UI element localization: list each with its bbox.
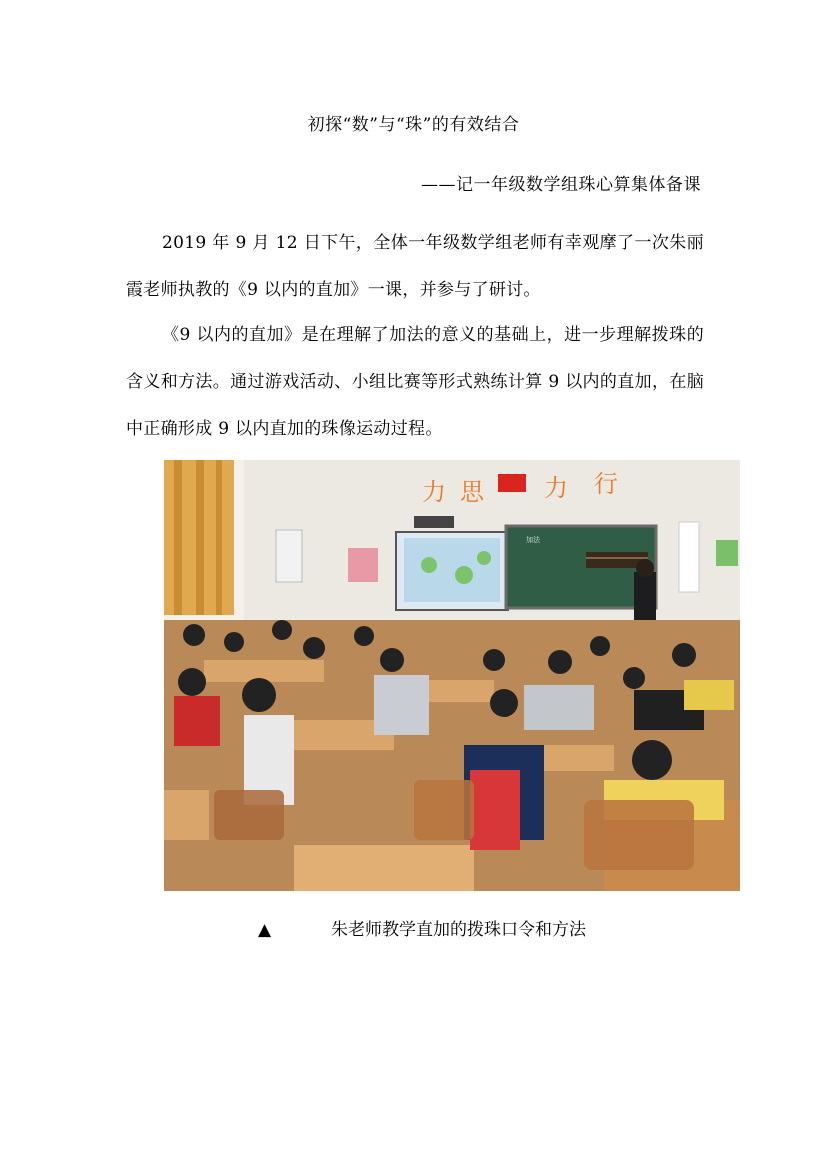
- flag-icon: [498, 474, 526, 492]
- wall-slogan-char: 力: [422, 478, 446, 506]
- document-title: 初探“数”与“珠”的有效结合: [307, 115, 520, 135]
- photo-caption: [258, 915, 586, 940]
- blackboard-heading: 加法: [526, 536, 540, 544]
- wall-slogan-char: 行: [594, 470, 618, 498]
- wall-slogan-char: 力: [544, 474, 568, 502]
- paragraph-1: 2019 年 9 月 12 日下午，全体一年级数学组老师有幸观摩了一次朱丽霞老师执教的《9 以内的直加》一课，并参与了研讨。: [126, 233, 704, 300]
- wall-slogan-char: 思: [460, 478, 484, 506]
- classroom-photo: [164, 460, 740, 891]
- caption-text: 朱老师教学直加的拨珠口令和方法: [331, 920, 586, 940]
- triangle-marker-icon: ▲: [258, 920, 272, 940]
- document-subtitle: ——记一年级数学组珠心算集体备课: [421, 175, 701, 195]
- paragraph-2: 《9 以内的直加》是在理解了加法的意义的基础上，进一步理解拨珠的含义和方法。通过游戏活动、小组比赛等形式熟练计算 9 以内的直加，在脑中正确形成 9 以内直加的珠像运动过程。: [126, 325, 704, 439]
